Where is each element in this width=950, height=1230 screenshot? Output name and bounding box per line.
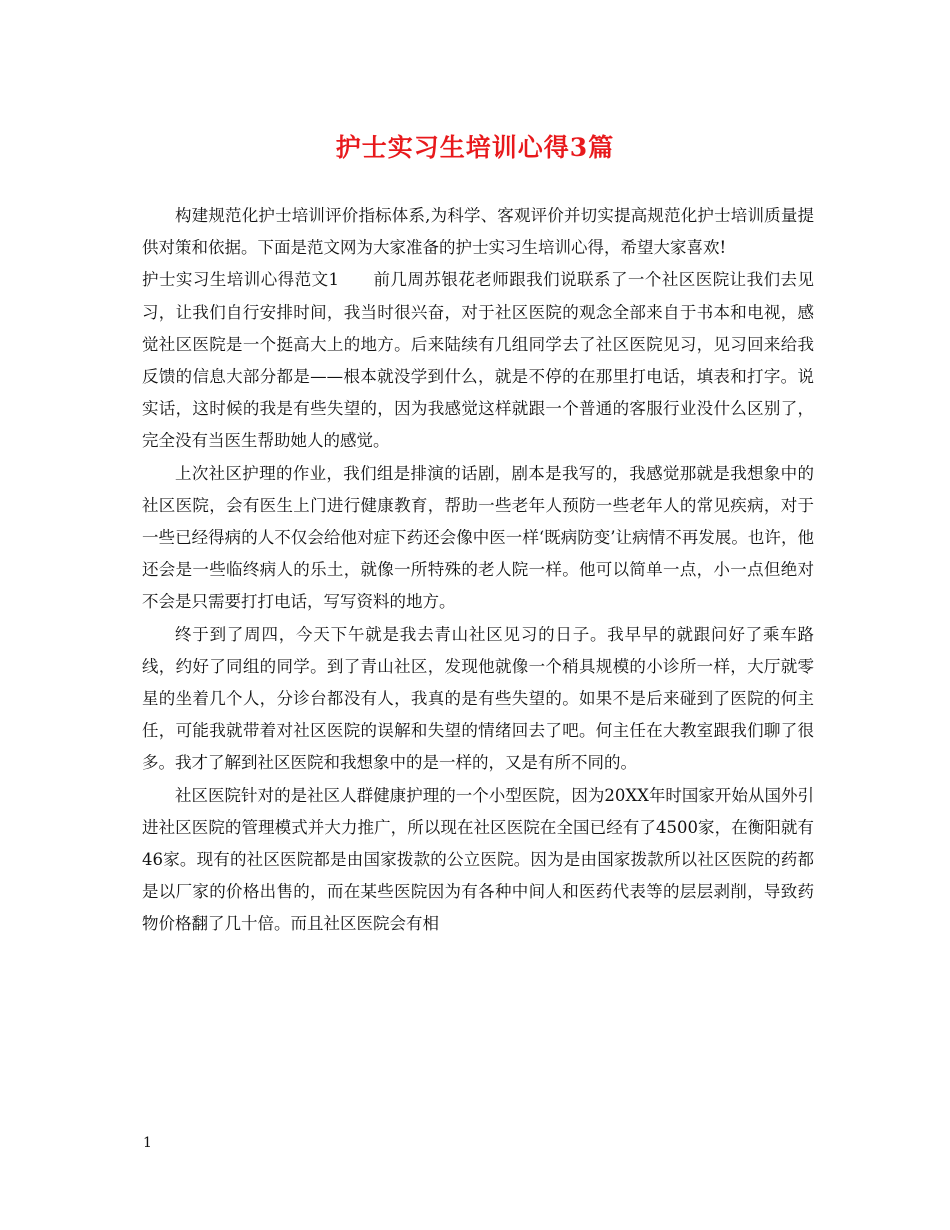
section-heading: 护士实习生培训心得范文1 (142, 270, 340, 290)
section-first-text: 前几周苏银花老师跟我们说联系了一个社区医院让我们去见习，让我们自行安排时间，我当时很兴奋，对于社区医院的观念全部来自于书本和电视，感觉社区医院是一个挺高大上的地方。后来陆续有几组同学去了社区医院见习，见习回来给我反馈的信息大部分都是——根本就没学到什么，就是不停的在那里打电话，填表和打字。说实话，这时候的我是有些失望的，因为我感觉这样就跟一个普通的客服行业没什么区别了，完全没有当医生帮助她人的感觉。 (142, 270, 815, 451)
body-paragraph-4: 社区医院针对的是社区人群健康护理的一个小型医院，因为20XX年时国家开始从国外引进社区医院的管理模式并大力推广，所以现在社区医院在全国已经有了4500家，在衡阳就有46家。现有的社区医院都是由国家拨款的公立医院。因为是由国家拨款所以社区医院的药都是以厂家的价格出售的，而在某些医院因为有各种中间人和医药代表等的层层剥削，导致药物价格翻了几十倍。而且社区医院会有相 (142, 785, 814, 934)
intro-paragraph: 构建规范化护士培训评价指标体系,为科学、客观评价并切实提高规范化护士培训质量提供对策和依据。下面是范文网为大家准备的护士实习生培训心得，希望大家喜欢! (142, 206, 814, 258)
page-number: 1 (143, 1135, 152, 1151)
document-title: 护士实习生培训心得3篇 (335, 133, 615, 162)
document-body (142, 200, 814, 941)
body-paragraph-2: 上次社区护理的作业，我们组是排演的话剧，剧本是我写的，我感觉那就是我想象中的社区医院，会有医生上门进行健康教育，帮助一些老年人预防一些老年人的常见疾病，对于一些已经得病的人不仅会给他对症下药还会像中医一样‘既病防变’让病情不再发展。也许，他还会是一些临终病人的乐土，就像一所特殊的老人院一样。他可以简单一点，小一点但绝对不会是只需要打打电话，写写资料的地方。 (142, 463, 814, 612)
body-paragraph-3: 终于到了周四，今天下午就是我去青山社区见习的日子。我早早的就跟问好了乘车路线，约好了同组的同学。到了青山社区，发现他就像一个稍具规模的小诊所一样，大厅就零星的坐着几个人，分诊台都没有人，我真的是有些失望的。如果不是后来碰到了医院的何主任，可能我就带着对社区医院的误解和失望的情绪回去了吧。何主任在大教室跟我们聊了很多。我才了解到社区医院和我想象中的是一样的，又是有所不同的。 (142, 624, 814, 773)
section-paragraph-1 (142, 264, 814, 457)
